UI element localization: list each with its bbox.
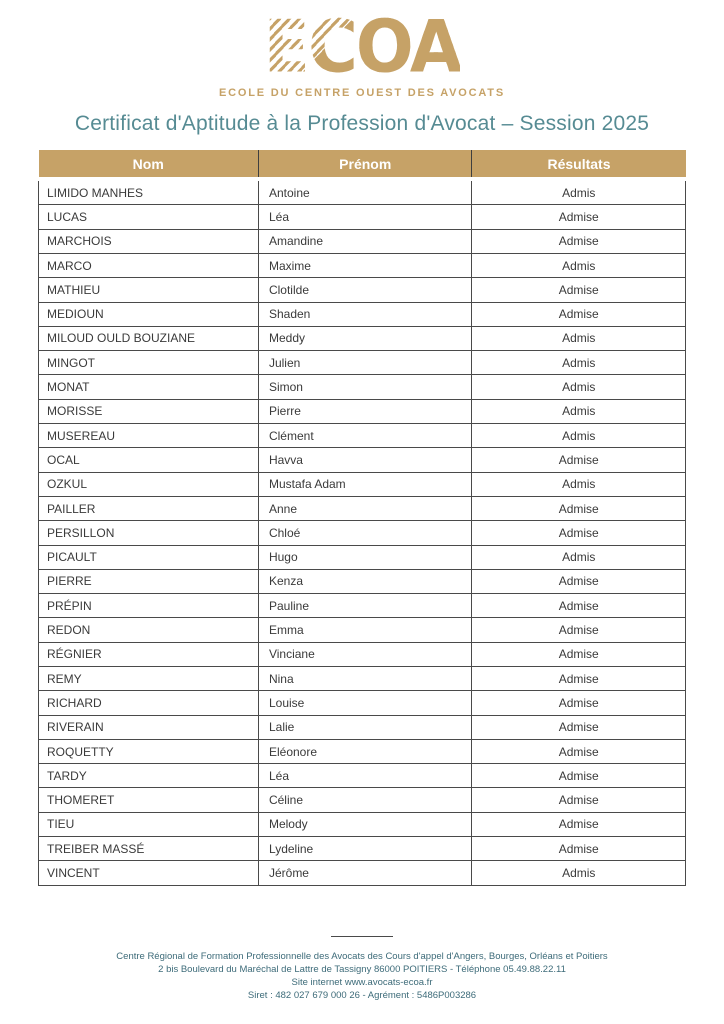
cell-nom: MUSEREAU (39, 424, 259, 448)
footer-org-line: Centre Régional de Formation Professionnelle des Avocats des Cours d'appel d'Angers, Bourges, Orléans et Poitiers (116, 951, 608, 962)
cell-resultat: Admis (472, 351, 686, 375)
cell-resultat: Admis (472, 179, 686, 205)
cell-resultat: Admise (472, 691, 686, 715)
cell-prenom: Léa (258, 764, 472, 788)
cell-resultat: Admis (472, 326, 686, 350)
cell-resultat: Admise (472, 205, 686, 229)
cell-resultat: Admise (472, 667, 686, 691)
cell-nom: MARCHOIS (39, 229, 259, 253)
cell-prenom: Shaden (258, 302, 472, 326)
cell-resultat: Admise (472, 278, 686, 302)
cell-nom: PERSILLON (39, 521, 259, 545)
table-row (39, 861, 686, 885)
cell-resultat: Admise (472, 569, 686, 593)
table-row (39, 569, 686, 593)
cell-prenom: Emma (258, 618, 472, 642)
results-table (38, 150, 686, 886)
table-row (39, 229, 686, 253)
table-row (39, 399, 686, 423)
cell-resultat: Admise (472, 642, 686, 666)
table-row (39, 424, 686, 448)
cell-prenom: Pierre (258, 399, 472, 423)
cell-resultat: Admis (472, 399, 686, 423)
table-row (39, 253, 686, 277)
table-row (39, 691, 686, 715)
cell-prenom: Meddy (258, 326, 472, 350)
cell-prenom: Clément (258, 424, 472, 448)
table-header-row (39, 150, 686, 179)
cell-nom: TARDY (39, 764, 259, 788)
cell-nom: MORISSE (39, 399, 259, 423)
cell-prenom: Mustafa Adam (258, 472, 472, 496)
cell-resultat: Admise (472, 764, 686, 788)
page-footer (0, 936, 724, 1002)
logo-subtitle: ECOLE DU CENTRE OUEST DES AVOCATS (219, 87, 505, 99)
table-row (39, 302, 686, 326)
cell-prenom: Havva (258, 448, 472, 472)
cell-nom: ROQUETTY (39, 739, 259, 763)
table-row (39, 351, 686, 375)
table-row (39, 205, 686, 229)
cell-resultat: Admise (472, 788, 686, 812)
table-row (39, 642, 686, 666)
cell-prenom: Kenza (258, 569, 472, 593)
cell-prenom: Hugo (258, 545, 472, 569)
cell-resultat: Admis (472, 545, 686, 569)
cell-nom: PRÉPIN (39, 594, 259, 618)
cell-prenom: Eléonore (258, 739, 472, 763)
cell-nom: LIMIDO MANHES (39, 179, 259, 205)
cell-nom: MATHIEU (39, 278, 259, 302)
cell-resultat: Admise (472, 715, 686, 739)
table-row (39, 837, 686, 861)
cell-prenom: Anne (258, 496, 472, 520)
cell-resultat: Admise (472, 618, 686, 642)
footer-address-line: 2 bis Boulevard du Maréchal de Lattre de Tassigny 86000 POITIERS - Téléphone 05.49.88.22.11 (158, 964, 566, 975)
table-row (39, 326, 686, 350)
cell-resultat: Admise (472, 812, 686, 836)
cell-resultat: Admise (472, 837, 686, 861)
cell-nom: RIVERAIN (39, 715, 259, 739)
cell-nom: PAILLER (39, 496, 259, 520)
cell-nom: MONAT (39, 375, 259, 399)
cell-nom: PICAULT (39, 545, 259, 569)
table-row (39, 278, 686, 302)
cell-resultat: Admis (472, 424, 686, 448)
cell-resultat: Admise (472, 496, 686, 520)
cell-prenom: Pauline (258, 594, 472, 618)
table-row (39, 545, 686, 569)
column-header-prenom: Prénom (258, 150, 472, 179)
cell-nom: THOMERET (39, 788, 259, 812)
cell-resultat: Admis (472, 861, 686, 885)
table-row (39, 764, 686, 788)
cell-prenom: Lalie (258, 715, 472, 739)
table-row (39, 618, 686, 642)
cell-prenom: Vinciane (258, 642, 472, 666)
cell-nom: VINCENT (39, 861, 259, 885)
cell-prenom: Louise (258, 691, 472, 715)
column-header-resultats: Résultats (472, 150, 686, 179)
table-row (39, 594, 686, 618)
cell-resultat: Admise (472, 739, 686, 763)
cell-nom: RÉGNIER (39, 642, 259, 666)
table-row (39, 812, 686, 836)
table-row (39, 448, 686, 472)
cell-prenom: Simon (258, 375, 472, 399)
cell-resultat: Admis (472, 253, 686, 277)
cell-nom: RICHARD (39, 691, 259, 715)
cell-resultat: Admise (472, 594, 686, 618)
column-header-nom: Nom (39, 150, 259, 179)
cell-resultat: Admis (472, 375, 686, 399)
table-row (39, 375, 686, 399)
table-row (39, 667, 686, 691)
cell-prenom: Melody (258, 812, 472, 836)
cell-prenom: Antoine (258, 179, 472, 205)
table-row (39, 739, 686, 763)
cell-nom: REDON (39, 618, 259, 642)
cell-prenom: Julien (258, 351, 472, 375)
cell-nom: MARCO (39, 253, 259, 277)
cell-prenom: Clotilde (258, 278, 472, 302)
cell-nom: MEDIOUN (39, 302, 259, 326)
cell-nom: MINGOT (39, 351, 259, 375)
logo (0, 0, 724, 99)
page-title: Certificat d'Aptitude à la Profession d'Avocat – Session 2025 (74, 112, 650, 135)
cell-resultat: Admis (472, 472, 686, 496)
cell-prenom: Chloé (258, 521, 472, 545)
table-row (39, 472, 686, 496)
table-row (39, 179, 686, 205)
cell-resultat: Admise (472, 302, 686, 326)
table-row (39, 788, 686, 812)
cell-nom: TREIBER MASSÉ (39, 837, 259, 861)
cell-prenom: Lydeline (258, 837, 472, 861)
cell-nom: PIERRE (39, 569, 259, 593)
cell-prenom: Nina (258, 667, 472, 691)
cell-nom: OZKUL (39, 472, 259, 496)
ecoa-logo-text: ECOA (263, 5, 461, 90)
table-row (39, 715, 686, 739)
cell-nom: LUCAS (39, 205, 259, 229)
footer-divider (331, 936, 393, 937)
cell-prenom: Maxime (258, 253, 472, 277)
cell-resultat: Admise (472, 448, 686, 472)
cell-nom: TIEU (39, 812, 259, 836)
table-row (39, 521, 686, 545)
cell-nom: REMY (39, 667, 259, 691)
cell-prenom: Céline (258, 788, 472, 812)
cell-prenom: Léa (258, 205, 472, 229)
cell-prenom: Amandine (258, 229, 472, 253)
cell-prenom: Jérôme (258, 861, 472, 885)
table-body (39, 179, 686, 885)
cell-nom: OCAL (39, 448, 259, 472)
cell-resultat: Admise (472, 229, 686, 253)
cell-nom: MILOUD OULD BOUZIANE (39, 326, 259, 350)
cell-resultat: Admise (472, 521, 686, 545)
footer-website-line: Site internet www.avocats-ecoa.fr (291, 977, 433, 988)
table-row (39, 496, 686, 520)
footer-siret-line: Siret : 482 027 679 000 26 - Agrément : 5486P003286 (247, 990, 477, 1001)
